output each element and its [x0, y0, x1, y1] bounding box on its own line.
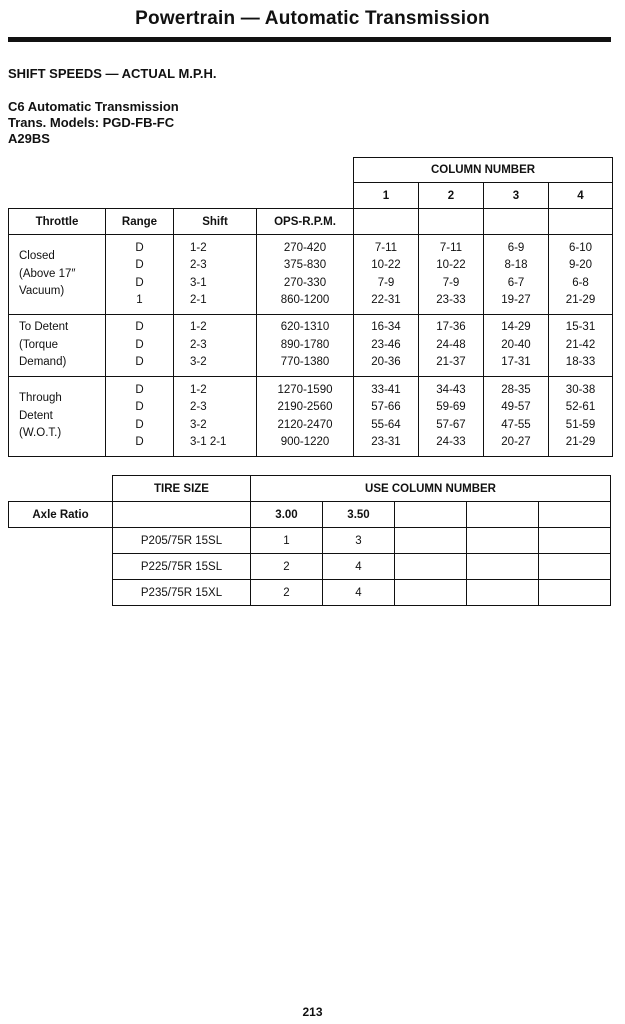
speed-value: 23-33 [436, 294, 466, 306]
throttle-label: Demand) [19, 356, 67, 369]
blank-header-cell [484, 209, 549, 235]
rpm-cell-value: 1270-1590 [277, 383, 333, 396]
section-heading: SHIFT SPEEDS — ACTUAL M.P.H. [8, 66, 217, 81]
speed-value: 28-35 [501, 383, 531, 396]
use-column-value [467, 528, 539, 554]
title-rule [8, 37, 611, 42]
blank-header-cell [354, 209, 419, 235]
throttle-group-row [9, 315, 613, 377]
speed-value: 30-38 [565, 383, 596, 396]
rpm-cell [257, 377, 354, 457]
range-cell-value: D [135, 259, 144, 271]
speed-value: 6-10 [568, 241, 593, 254]
throttle-label: (W.O.T.) [19, 427, 62, 440]
speed-value: 33-41 [371, 383, 401, 396]
speed-value: 7-11 [439, 241, 463, 254]
speed-value: 21-37 [436, 356, 466, 369]
throttle-label: Detent [19, 409, 53, 422]
axle-ratio-value [395, 502, 467, 528]
speed-value: 17-31 [501, 356, 531, 369]
use-column-value: 3 [323, 528, 395, 554]
axle-ratio-label: Axle Ratio [9, 502, 113, 528]
rpm-cell-value: 270-330 [283, 276, 327, 289]
range-cell-value: D [135, 321, 144, 334]
speed-value: 6-8 [572, 276, 589, 289]
range-cell-value: D [135, 401, 144, 413]
use-column-value: 4 [323, 554, 395, 580]
speed-value: 10-22 [436, 259, 466, 271]
column-number: 4 [549, 183, 613, 209]
speed-column-cell [354, 315, 419, 377]
speed-value: 7-9 [377, 276, 395, 289]
column-number: 3 [484, 183, 549, 209]
speed-value: 20-40 [501, 338, 531, 351]
use-column-value [467, 554, 539, 580]
speed-value: 20-27 [501, 436, 531, 448]
range-cell-value: 1 [136, 294, 143, 306]
speed-column-cell [354, 235, 419, 315]
use-column-value [395, 528, 467, 554]
throttle-cell [9, 315, 106, 377]
speed-value: 17-36 [436, 321, 466, 334]
use-column-value [395, 580, 467, 606]
speed-value: 14-29 [501, 321, 531, 334]
speed-column-cell [484, 377, 549, 457]
rpm-cell-value: 375-830 [283, 259, 327, 271]
speed-column-cell [484, 315, 549, 377]
tire-size-cell: P225/75R 15SL [113, 554, 251, 580]
blank-axle-cell [9, 554, 113, 580]
model-line-3: A29BS [8, 131, 50, 146]
shift-cell-value: 1-2 [190, 383, 207, 396]
axle-ratio-value: 3.00 [251, 502, 323, 528]
rpm-cell-value: 890-1780 [280, 338, 330, 351]
range-cell-value: D [135, 276, 144, 289]
axle-ratio-value: 3.50 [323, 502, 395, 528]
speed-value: 21-29 [565, 294, 596, 306]
throttle-label: (Above 17″ [19, 267, 76, 280]
rpm-cell [257, 315, 354, 377]
speed-value: 23-46 [371, 338, 401, 351]
model-line-1: C6 Automatic Transmission [8, 99, 179, 114]
tire-row [9, 580, 611, 606]
speed-value: 21-29 [565, 436, 596, 448]
use-column-value [539, 528, 611, 554]
range-cell [106, 315, 174, 377]
blank-tire-cell [113, 502, 251, 528]
rpm-cell [257, 235, 354, 315]
speed-value: 24-33 [436, 436, 466, 448]
rpm-cell-value: 2190-2560 [277, 401, 333, 413]
shift-cell-value: 3-2 [190, 356, 207, 369]
use-column-value: 2 [251, 580, 323, 606]
tire-row [9, 554, 611, 580]
speed-column-cell [419, 377, 484, 457]
shift-cell-value: 3-2 [190, 418, 207, 431]
speed-value: 52-61 [565, 401, 596, 413]
column-number-header: COLUMN NUMBER [354, 158, 613, 183]
axle-ratio-value [467, 502, 539, 528]
blank-corner [9, 158, 354, 183]
range-cell-value: D [135, 418, 144, 431]
speed-value: 51-59 [565, 418, 596, 431]
use-column-value: 1 [251, 528, 323, 554]
speed-column-cell [549, 235, 613, 315]
throttle-group-row [9, 377, 613, 457]
rpm-cell-value: 270-420 [283, 241, 327, 254]
throttle-label: Through [19, 392, 62, 405]
speed-value: 47-55 [501, 418, 531, 431]
shift-cell-value: 2-3 [190, 338, 207, 351]
shift-cell-value: 2-1 [190, 294, 207, 306]
model-line-2: Trans. Models: PGD-FB-FC [8, 115, 175, 130]
speed-value: 21-42 [565, 338, 596, 351]
axle-ratio-value [539, 502, 611, 528]
speed-column-cell [419, 315, 484, 377]
speed-value: 6-7 [507, 276, 525, 289]
speed-value: 55-64 [371, 418, 401, 431]
range-cell [106, 235, 174, 315]
speed-value: 7-11 [374, 241, 398, 254]
speed-value: 8-18 [504, 259, 528, 271]
rpm-cell-value: 620-1310 [280, 321, 330, 334]
shift-header: Shift [174, 209, 257, 235]
speed-column-cell [549, 315, 613, 377]
throttle-label: Vacuum) [19, 285, 65, 298]
speed-column-cell [354, 377, 419, 457]
speed-value: 34-43 [436, 383, 466, 396]
tire-size-cell: P235/75R 15XL [113, 580, 251, 606]
speed-value: 6-9 [507, 241, 525, 254]
use-column-value [539, 580, 611, 606]
use-column-value: 2 [251, 554, 323, 580]
use-column-value [395, 554, 467, 580]
speed-value: 49-57 [501, 401, 531, 413]
shift-speeds-table [8, 157, 613, 457]
blank-axle-cell [9, 580, 113, 606]
speed-value: 24-48 [436, 338, 466, 351]
speed-column-cell [419, 235, 484, 315]
range-header: Range [106, 209, 174, 235]
axle-ratio-table [8, 475, 611, 606]
range-cell-value: D [135, 338, 144, 351]
page-number: 213 [302, 1005, 323, 1019]
speed-value: 16-34 [371, 321, 401, 334]
speed-value: 10-22 [371, 259, 401, 271]
speed-value: 59-69 [436, 401, 466, 413]
throttle-label: Closed [19, 250, 55, 263]
speed-column-cell [549, 377, 613, 457]
page-title: Powertrain — Automatic Transmission [135, 8, 490, 29]
blank-header-cell [419, 209, 484, 235]
rpm-cell-value: 770-1380 [280, 356, 330, 369]
use-column-value [467, 580, 539, 606]
shift-cell [174, 235, 257, 315]
tire-size-header: TIRE SIZE [113, 476, 251, 502]
speed-value: 19-27 [501, 294, 531, 306]
speed-column-cell [484, 235, 549, 315]
speed-value: 22-31 [371, 294, 401, 306]
speed-value: 7-9 [442, 276, 460, 289]
use-column-number-header: USE COLUMN NUMBER [251, 476, 611, 502]
range-cell-value: D [135, 241, 144, 254]
rpm-header: OPS-R.P.M. [257, 209, 354, 235]
rpm-cell-value: 900-1220 [280, 436, 330, 448]
throttle-cell [9, 377, 106, 457]
shift-cell-value: 1-2 [190, 321, 207, 334]
speed-value: 18-33 [565, 356, 596, 369]
shift-cell-value: 3-1 2-1 [190, 436, 227, 448]
tire-size-cell: P205/75R 15SL [113, 528, 251, 554]
shift-cell-value: 3-1 [190, 276, 207, 289]
blank-header-cell [549, 209, 613, 235]
column-number: 1 [354, 183, 419, 209]
speed-value: 20-36 [371, 356, 401, 369]
throttle-header: Throttle [9, 209, 106, 235]
throttle-group-row [9, 235, 613, 315]
use-column-value [539, 554, 611, 580]
speed-value: 57-67 [436, 418, 466, 431]
speed-value: 57-66 [371, 401, 401, 413]
range-cell-value: D [135, 383, 144, 396]
range-cell [106, 377, 174, 457]
shift-cell [174, 315, 257, 377]
shift-cell-value: 2-3 [190, 401, 207, 413]
rpm-cell-value: 2120-2470 [277, 418, 333, 431]
model-info [8, 99, 179, 147]
shift-cell [174, 377, 257, 457]
range-cell-value: D [135, 436, 144, 448]
speed-value: 23-31 [371, 436, 401, 448]
throttle-label: To Detent [19, 321, 69, 334]
speed-value: 9-20 [568, 259, 593, 271]
range-cell-value: D [135, 356, 144, 369]
blank-axle-cell [9, 528, 113, 554]
blank-corner [9, 476, 113, 502]
shift-cell-value: 1-2 [190, 241, 207, 254]
rpm-cell-value: 860-1200 [280, 294, 330, 306]
axle-ratio-row [9, 502, 611, 528]
blank-corner [9, 183, 354, 209]
column-number: 2 [419, 183, 484, 209]
shift-cell-value: 2-3 [190, 259, 207, 271]
throttle-cell [9, 235, 106, 315]
tire-row [9, 528, 611, 554]
use-column-value: 4 [323, 580, 395, 606]
speed-value: 15-31 [565, 321, 596, 334]
throttle-label: (Torque [19, 338, 58, 351]
